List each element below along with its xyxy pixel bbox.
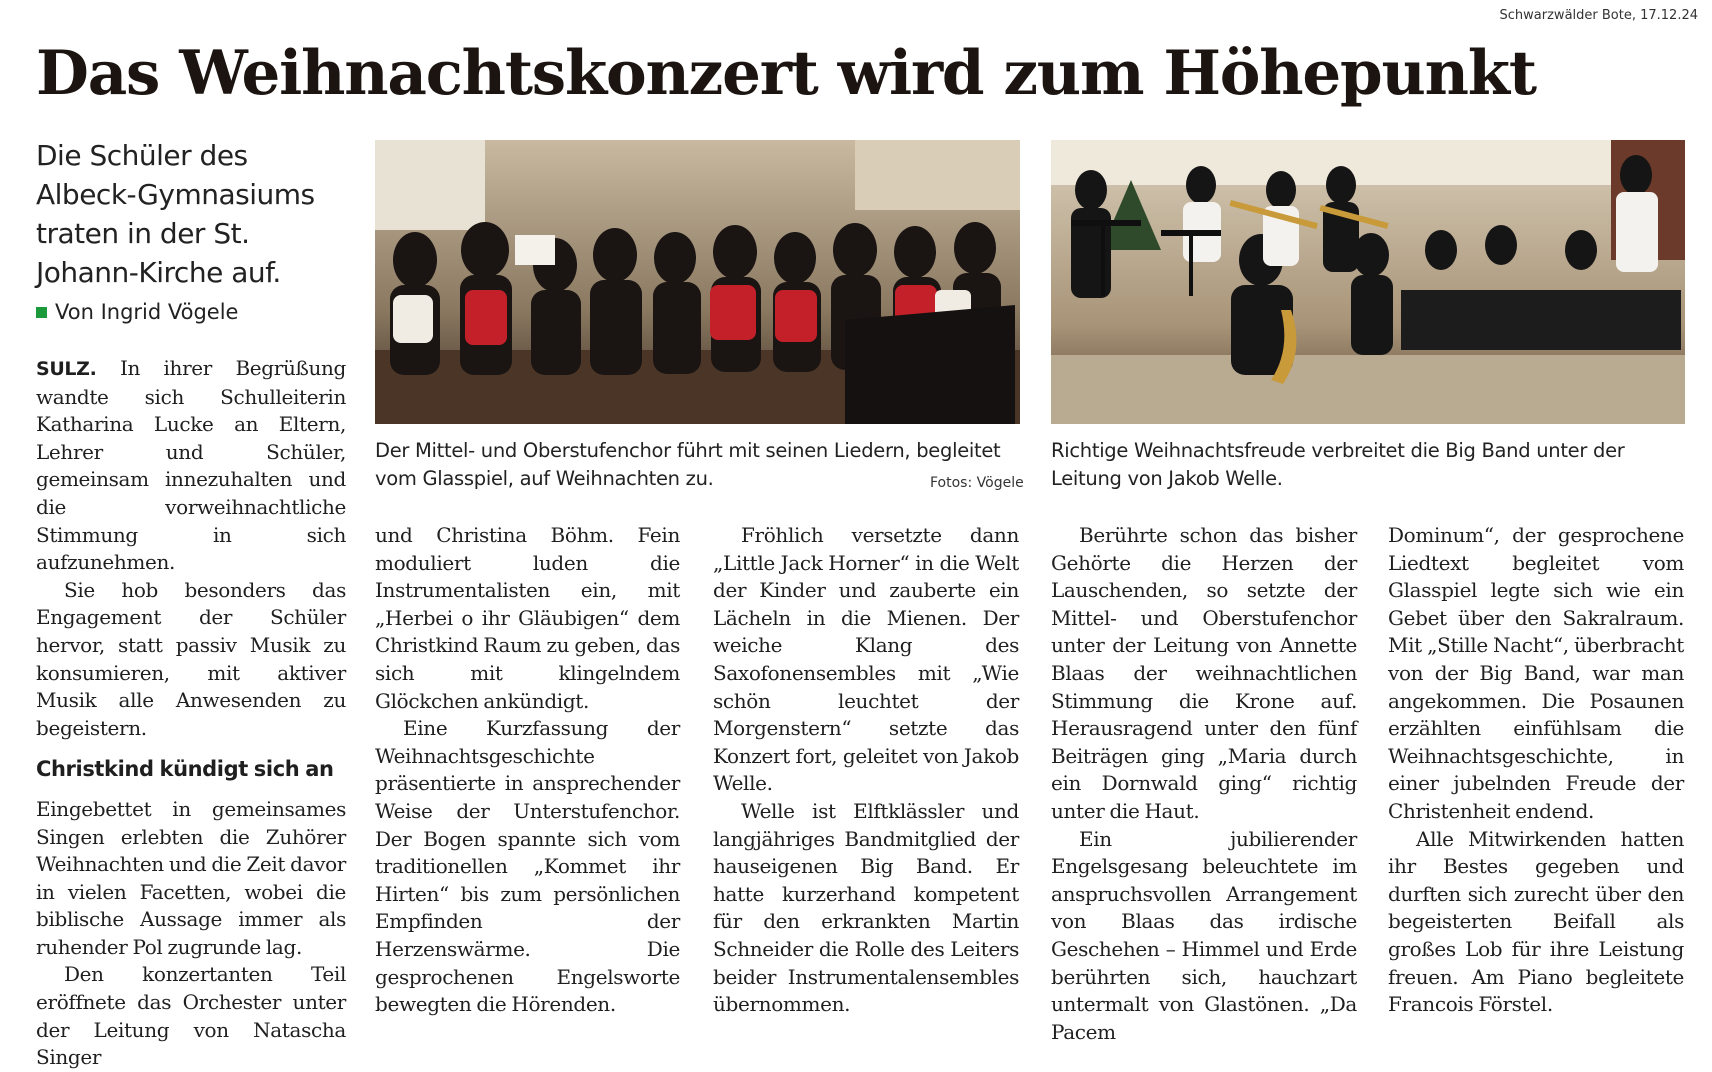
paragraph: Welle ist Elftklässler und langjähriges Bandmitglied der hauseigenen Big Band. Er hatte kurzerhand kompetent für den erkrankten Martin Schneider die Rolle des Leiters beider Instrumentalensembles übernommen. [713,798,1019,1017]
section-subheading: Christkind kündigt sich an [36,757,334,782]
paragraph: Eingebettet in gemeinsames Singen erlebten die Zuhörer Weihnachten und die Zeit davor in vielen Facetten, wobei die biblische Aussage immer als ruhender Pol zugrunde lag. [36,796,347,959]
photo-credit: Fotos: Vögele [930,475,1024,491]
paragraph: Eine Kurzfassung der Weihnachtsgeschichte präsentierte in ansprechender Weise der Unterstufenchor. Der Bogen spannte sich vom traditionellen „Kommet ihr Hirten“ bis zum persönlichen Empfinden der Herzenswärme. Die gesprochenen Engelsworte bewegten die Hörenden. [375,716,680,1017]
photo-big-band [1051,140,1685,424]
paragraph: Ein jubilierender Engelsgesang beleuchtete im anspruchsvollen Arrangement von Blaas das irdische Geschehen – Himmel und Erde berührten sich, hauchzart untermalt von Glastönen. „Da Pacem [1051,826,1357,1044]
paragraph: Fröhlich versetzte dann „Little Jack Horner“ in die Welt der Kinder und zauberte ein Lächeln in die Mienen. Der weiche Klang des Saxofonensembles mit „Wie schön leuchtet der Morgenstern“ setzte das Konzert fort, geleitet von Jakob Welle. [713,523,1019,796]
paragraph: Den konzertanten Teil eröffnete das Orchester unter der Leitung von Natascha Singer [36,962,346,1070]
photo-caption-choir: Der Mittel- und Oberstufenchor führt mit seinen Liedern, begleitet vom Glasspiel, auf Weihnachten zu. [375,439,1001,490]
author-name: Von Ingrid Vögele [55,300,239,324]
dateline: SULZ. [36,358,97,380]
photo-choir [375,140,1020,424]
photo-caption-big-band: Richtige Weihnachtsfreude verbreitet die Big Band unter der Leitung von Jakob Welle. [1051,439,1625,490]
paragraph: Dominum“, der gesprochene Liedtext begleitet vom Glasspiel legte sich wie ein Gebet über den Sakralraum. Mit „Stille Nacht“, überbracht von der Big Band, war man angekommen. Die Posaunen erzählten einfühlsam die Weihnachtsgeschichte, in einer jubelnden Freude der Christenheit endend. [1388,523,1684,823]
paragraph: und Christina Böhm. Fein moduliert luden die Instrumentalisten ein, mit „Herbei o ihr Gläubigen“ dem Christkind Raum zu geben, das sich mit klingelndem Glöckchen ankündigt. [375,523,680,713]
article-column-3 [713,522,1019,1019]
source-line: Schwarzwälder Bote, 17.12.24 [1499,8,1698,23]
paragraph: Alle Mitwirkenden hatten ihr Bestes gegeben und durften sich zurecht über den begeisterten Beifall als großes Lob für ihre Leistung freuen. Am Piano begleitete Francois Förstel. [1388,826,1684,1017]
article-column-5 [1388,522,1684,1019]
subheadline: Die Schüler des Albeck-Gymnasiums traten in der St. Johann-Kirche auf. [36,139,315,289]
author-marker-icon [36,307,47,318]
paragraph: Berührte schon das bisher Gehörte die Herzen der Lauschenden, so setzte der Mittel- und Oberstufenchor unter der Leitung von Annette Blaas der weihnachtlichen Stimmung die Krone auf. Herausragend unter den fünf Beiträgen ging „Maria durch ein Dornwald ging“ richtig unter die Haut. [1051,523,1357,823]
author-line [36,300,238,324]
headline: Das Weihnachtskonzert wird zum Höhepunkt [36,38,1536,109]
article-column-4 [1051,522,1357,1046]
paragraph: SULZ. In ihrer Begrüßung wandte sich Schulleiterin Katharina Lucke an Eltern, Lehrer und Schüler, gemeinsam innezuhalten und die vorweihnachtliche Stimmung in sich aufzunehmen. [36,356,346,575]
article-column-2 [375,522,680,1019]
paragraph: Sie hob besonders das Engagement der Schüler hervor, statt passiv Musik zu konsumieren, mit aktiver Musik alle Anwesenden zu begeistern. [36,577,346,740]
article-column-1 [36,355,346,1072]
